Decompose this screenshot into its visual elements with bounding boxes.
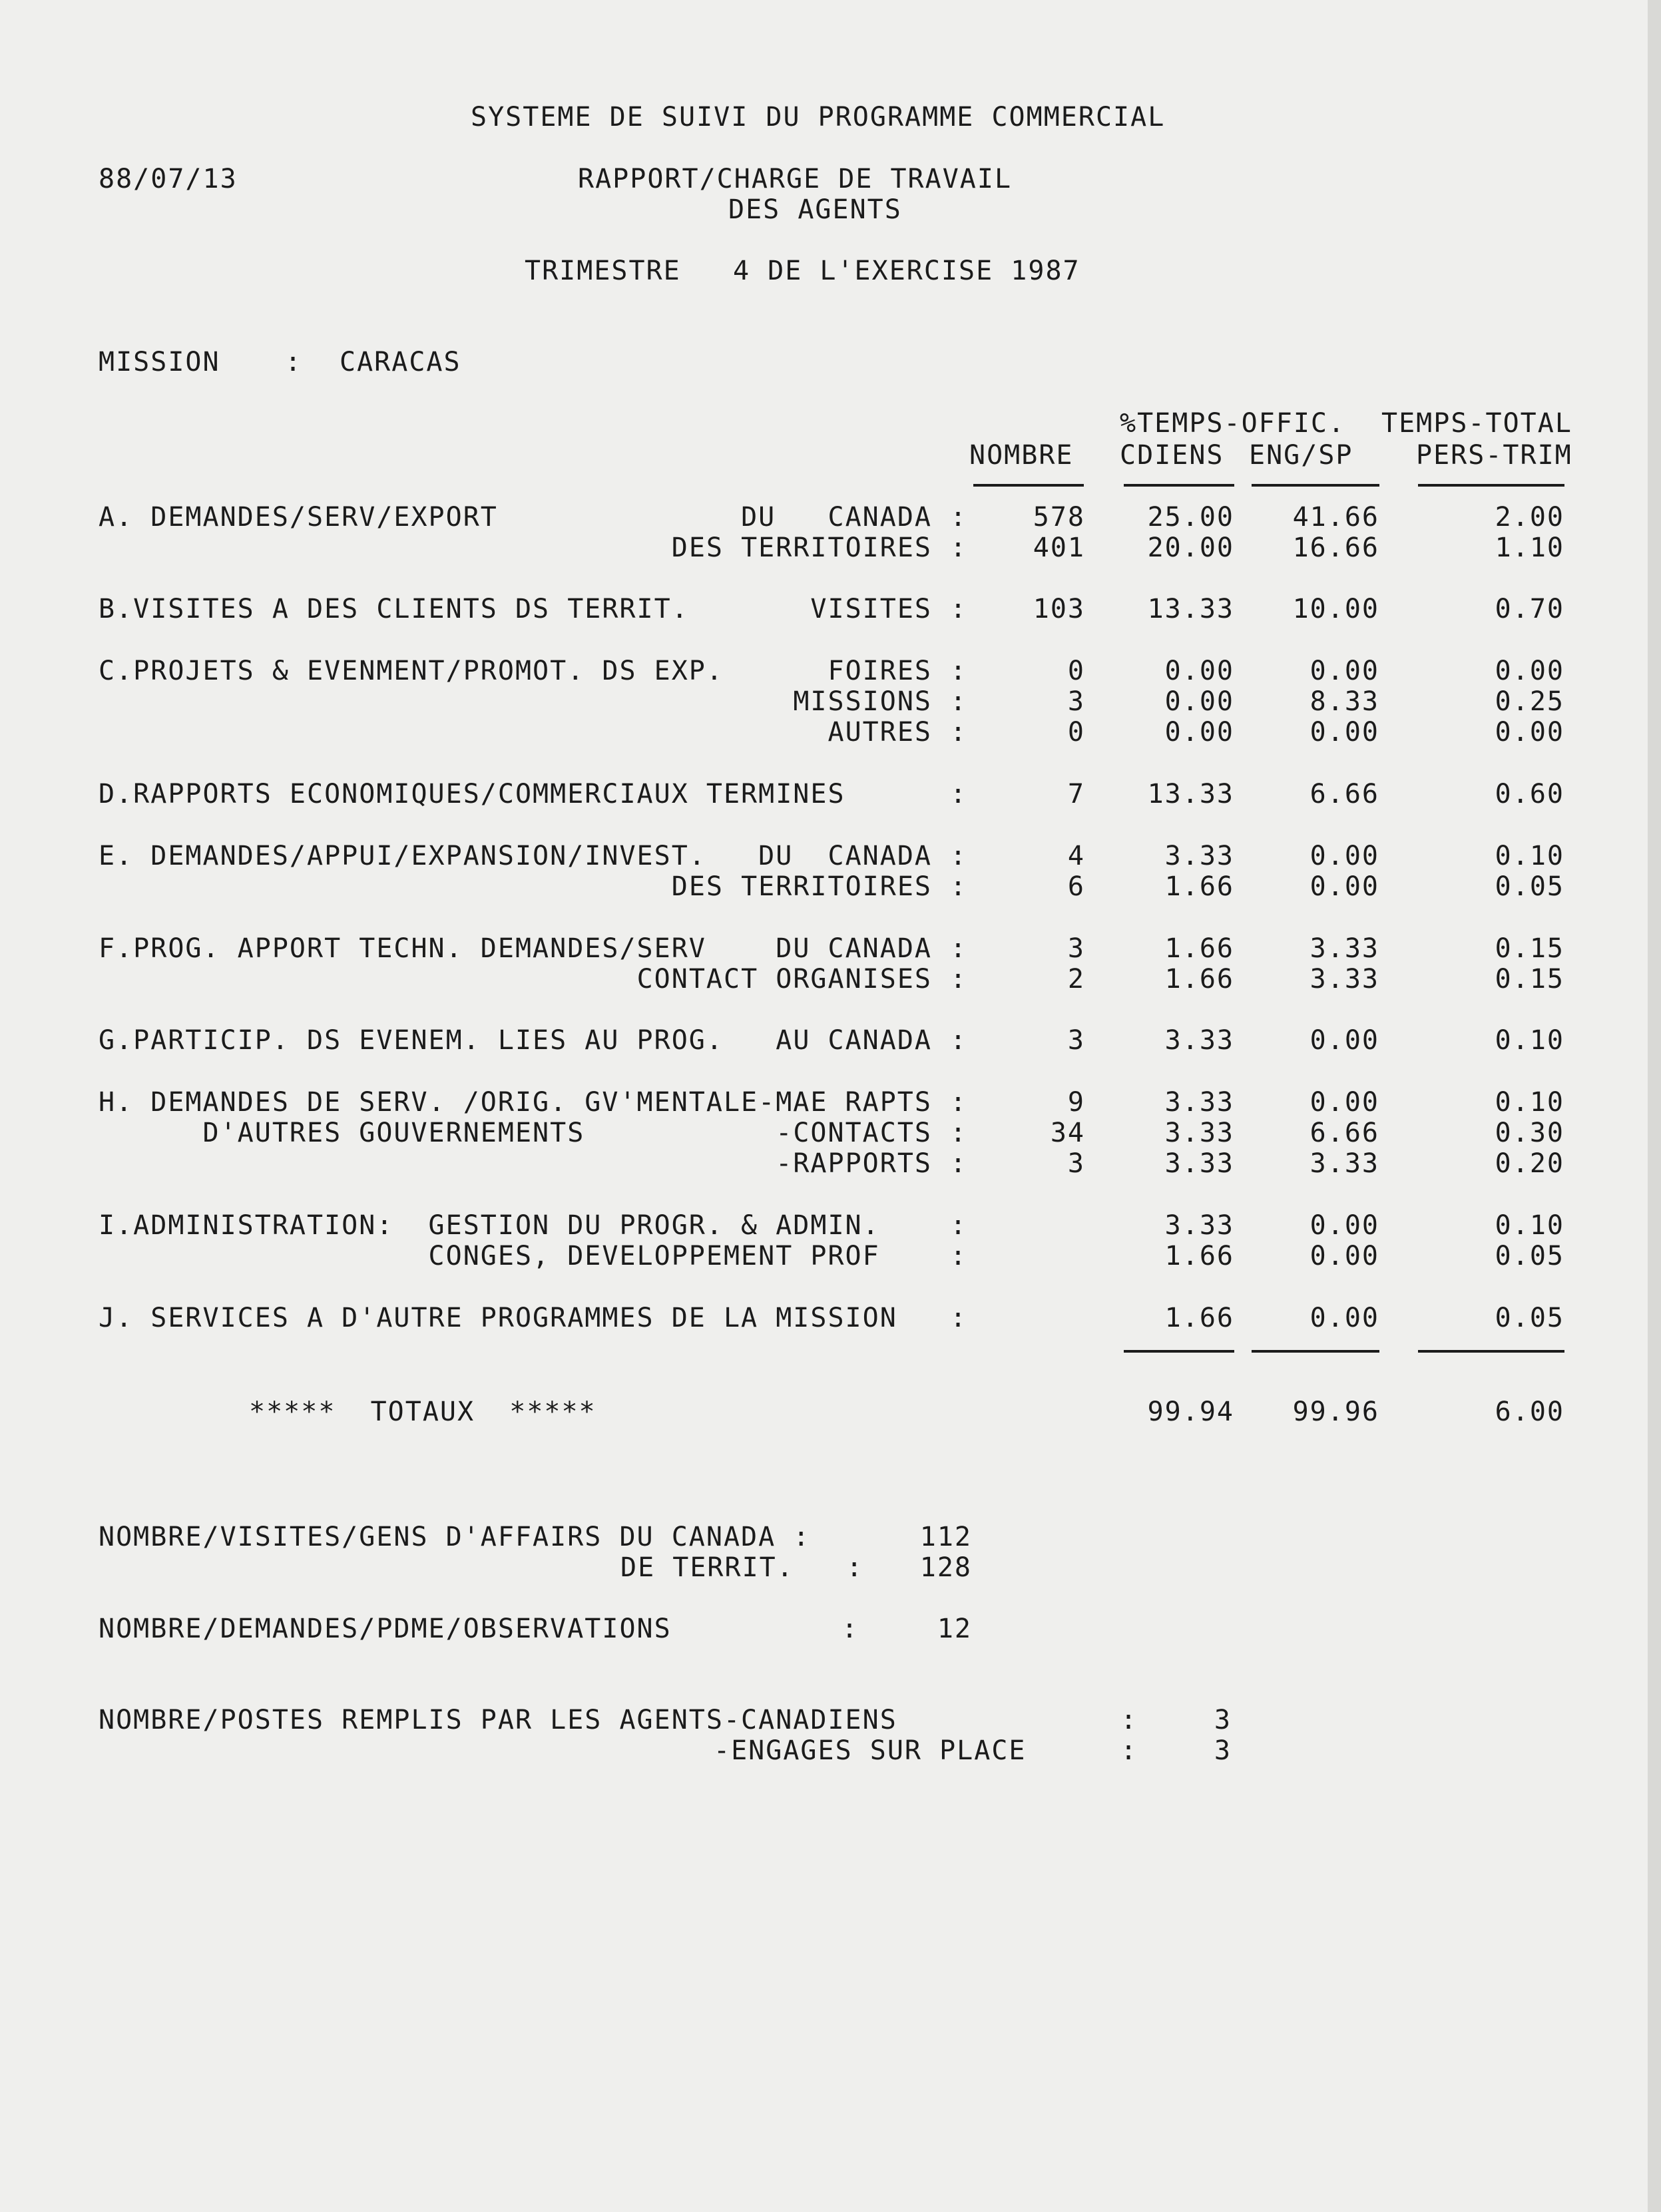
row-label: D.RAPPORTS ECONOMIQUES/COMMERCIAUX TERMINES	[99, 779, 845, 809]
total-pers-trim: 6.00	[1495, 1397, 1564, 1427]
row-sublabel: -CONTACTS	[776, 1118, 932, 1148]
report-subtitle: DES AGENTS	[728, 194, 902, 225]
row-separator: :	[950, 594, 968, 624]
row-sublabel: DU CANADA	[741, 502, 932, 533]
row-separator: :	[950, 533, 968, 563]
row-nombre: 578	[1033, 502, 1085, 533]
row-cdiens: 3.33	[1164, 1025, 1234, 1056]
row-cdiens: 20.00	[1147, 533, 1234, 563]
row-label: D'AUTRES GOUVERNEMENTS	[99, 1118, 585, 1148]
totals-label: ***** TOTAUX *****	[249, 1397, 596, 1427]
row-cdiens: 3.33	[1164, 1087, 1234, 1118]
row-sublabel: MISSIONS	[793, 686, 932, 717]
row-pers-trim: 1.10	[1495, 533, 1564, 563]
row-label: E. DEMANDES/APPUI/EXPANSION/INVEST.	[99, 841, 706, 871]
row-engsp: 0.00	[1309, 656, 1379, 686]
row-sublabel: DU CANADA	[776, 933, 932, 964]
row-nombre: 2	[1067, 964, 1085, 995]
row-label: I.ADMINISTRATION: GESTION DU PROGR. & ADMIN.	[99, 1210, 880, 1241]
totals-rule-pers-trim	[1418, 1350, 1564, 1353]
row-pers-trim: 0.00	[1495, 656, 1564, 686]
row-separator: :	[950, 1118, 968, 1148]
visites-territ-value: 128	[919, 1552, 972, 1583]
row-pers-trim: 0.00	[1495, 717, 1564, 748]
visites-label: NOMBRE/VISITES/GENS D'AFFAIRS DU CANADA :	[99, 1522, 811, 1552]
row-label: CONGES, DEVELOPPEMENT PROF	[99, 1241, 880, 1271]
row-separator: :	[950, 717, 968, 748]
row-nombre: 3	[1067, 686, 1085, 717]
row-pers-trim: 0.70	[1495, 594, 1564, 624]
total-engsp: 99.96	[1292, 1397, 1379, 1427]
row-separator: :	[950, 779, 968, 809]
row-engsp: 8.33	[1309, 686, 1379, 717]
row-engsp: 41.66	[1292, 502, 1379, 533]
row-pers-trim: 0.15	[1495, 933, 1564, 964]
row-separator: :	[950, 656, 968, 686]
engages-separator: :	[1120, 1735, 1138, 1766]
row-sublabel: VISITES	[810, 594, 932, 624]
row-engsp: 6.66	[1309, 779, 1379, 809]
demandes-label: NOMBRE/DEMANDES/PDME/OBSERVATIONS	[99, 1614, 672, 1644]
row-nombre: 0	[1067, 656, 1085, 686]
engages-label: -ENGAGES SUR PLACE	[714, 1735, 1027, 1766]
row-engsp: 3.33	[1309, 1148, 1379, 1179]
row-engsp: 10.00	[1292, 594, 1379, 624]
row-engsp: 16.66	[1292, 533, 1379, 563]
row-pers-trim: 0.20	[1495, 1148, 1564, 1179]
row-cdiens: 0.00	[1164, 686, 1234, 717]
row-pers-trim: 0.15	[1495, 964, 1564, 995]
row-separator: :	[950, 1148, 968, 1179]
row-cdiens: 3.33	[1164, 1210, 1234, 1241]
row-pers-trim: 0.05	[1495, 871, 1564, 902]
row-cdiens: 3.33	[1164, 1118, 1234, 1148]
row-cdiens: 13.33	[1147, 779, 1234, 809]
row-sublabel: DES TERRITOIRES	[671, 533, 932, 563]
row-engsp: 0.00	[1309, 1241, 1379, 1271]
report-title: RAPPORT/CHARGE DE TRAVAIL	[578, 164, 1013, 194]
mission-label: MISSION	[99, 347, 220, 377]
row-engsp: 3.33	[1309, 964, 1379, 995]
row-cdiens: 0.00	[1164, 717, 1234, 748]
visites-canada-value: 112	[919, 1522, 972, 1552]
row-separator: :	[950, 841, 968, 871]
row-sublabel: -RAPPORTS	[776, 1148, 932, 1179]
row-engsp: 0.00	[1309, 841, 1379, 871]
row-label: F.PROG. APPORT TECHN. DEMANDES/SERV	[99, 933, 706, 964]
row-label: C.PROJETS & EVENMENT/PROMOT. DS EXP.	[99, 656, 724, 686]
row-pers-trim: 0.10	[1495, 1210, 1564, 1241]
row-pers-trim: 2.00	[1495, 502, 1564, 533]
mission-value: CARACAS	[340, 347, 461, 377]
row-engsp: 0.00	[1309, 1303, 1379, 1333]
row-separator: :	[950, 871, 968, 902]
row-separator: :	[950, 1087, 968, 1118]
row-nombre: 34	[1050, 1118, 1085, 1148]
row-label: H. DEMANDES DE SERV. /ORIG. GV'MENTALE-MAE RAPTS	[99, 1087, 932, 1118]
system-title: SYSTEME DE SUIVI DU PROGRAMME COMMERCIAL	[471, 102, 1166, 132]
col-header-temps-total: TEMPS-TOTAL	[1381, 408, 1572, 439]
row-nombre: 6	[1067, 871, 1085, 902]
postes-label: NOMBRE/POSTES REMPLIS PAR LES AGENTS-CANADIENS	[99, 1705, 897, 1735]
row-nombre: 3	[1067, 1148, 1085, 1179]
row-separator: :	[950, 502, 968, 533]
row-nombre: 7	[1067, 779, 1085, 809]
demandes-value: 12	[937, 1614, 972, 1644]
row-nombre: 9	[1067, 1087, 1085, 1118]
col-underline-cdiens	[1124, 484, 1234, 487]
col-header-engsp: ENG/SP	[1249, 440, 1353, 471]
row-nombre: 4	[1067, 841, 1085, 871]
row-nombre: 3	[1067, 1025, 1085, 1056]
visites-territ-label: DE TERRIT. :	[620, 1552, 864, 1583]
row-engsp: 0.00	[1309, 871, 1379, 902]
postes-separator: :	[1120, 1705, 1138, 1735]
row-nombre: 401	[1033, 533, 1085, 563]
row-sublabel: FOIRES	[828, 656, 932, 686]
col-underline-nombre	[973, 484, 1084, 487]
row-sublabel: AUTRES	[828, 717, 932, 748]
row-separator: :	[950, 1241, 968, 1271]
row-nombre: 3	[1067, 933, 1085, 964]
row-nombre: 103	[1033, 594, 1085, 624]
row-engsp: 0.00	[1309, 1210, 1379, 1241]
totals-rule-engsp	[1252, 1350, 1379, 1353]
col-header-temps-offic: %TEMPS-OFFIC.	[1120, 408, 1346, 439]
row-cdiens: 3.33	[1164, 841, 1234, 871]
row-label: J. SERVICES A D'AUTRE PROGRAMMES DE LA MISSION	[99, 1303, 897, 1333]
row-sublabel: AU CANADA	[776, 1025, 932, 1056]
row-sublabel: DES TERRITOIRES	[671, 871, 932, 902]
row-cdiens: 3.33	[1164, 1148, 1234, 1179]
row-separator: :	[950, 964, 968, 995]
row-label: A. DEMANDES/SERV/EXPORT	[99, 502, 498, 533]
col-header-pers-trim: PERS-TRIM	[1416, 440, 1572, 471]
row-label: G.PARTICIP. DS EVENEM. LIES AU PROG.	[99, 1025, 724, 1056]
row-cdiens: 1.66	[1164, 1303, 1234, 1333]
col-underline-pers-trim	[1418, 484, 1564, 487]
row-pers-trim: 0.10	[1495, 1087, 1564, 1118]
row-pers-trim: 0.60	[1495, 779, 1564, 809]
engages-value: 3	[1214, 1735, 1232, 1766]
row-pers-trim: 0.10	[1495, 841, 1564, 871]
col-header-cdiens: CDIENS	[1120, 440, 1224, 471]
quarter-line: TRIMESTRE 4 DE L'EXERCISE 1987	[525, 256, 1080, 286]
scan-edge-shadow	[1648, 0, 1661, 2212]
row-engsp: 0.00	[1309, 1025, 1379, 1056]
row-nombre: 0	[1067, 717, 1085, 748]
col-underline-engsp	[1252, 484, 1379, 487]
row-separator: :	[950, 933, 968, 964]
row-pers-trim: 0.30	[1495, 1118, 1564, 1148]
col-header-nombre: NOMBRE	[969, 440, 1074, 471]
mission-separator: :	[285, 347, 303, 377]
row-cdiens: 1.66	[1164, 1241, 1234, 1271]
postes-canadiens-value: 3	[1214, 1705, 1232, 1735]
row-pers-trim: 0.05	[1495, 1303, 1564, 1333]
row-pers-trim: 0.05	[1495, 1241, 1564, 1271]
row-engsp: 6.66	[1309, 1118, 1379, 1148]
total-cdiens: 99.94	[1147, 1397, 1234, 1427]
row-cdiens: 25.00	[1147, 502, 1234, 533]
row-separator: :	[950, 1303, 968, 1333]
row-separator: :	[950, 686, 968, 717]
row-cdiens: 1.66	[1164, 964, 1234, 995]
row-cdiens: 13.33	[1147, 594, 1234, 624]
row-cdiens: 0.00	[1164, 656, 1234, 686]
row-pers-trim: 0.10	[1495, 1025, 1564, 1056]
totals-rule-cdiens	[1124, 1350, 1234, 1353]
row-pers-trim: 0.25	[1495, 686, 1564, 717]
row-separator: :	[950, 1210, 968, 1241]
row-cdiens: 1.66	[1164, 871, 1234, 902]
row-engsp: 3.33	[1309, 933, 1379, 964]
report-date: 88/07/13	[99, 164, 238, 194]
row-engsp: 0.00	[1309, 717, 1379, 748]
row-separator: :	[950, 1025, 968, 1056]
demandes-separator: :	[841, 1614, 859, 1644]
row-cdiens: 1.66	[1164, 933, 1234, 964]
row-label: B.VISITES A DES CLIENTS DS TERRIT.	[99, 594, 689, 624]
row-engsp: 0.00	[1309, 1087, 1379, 1118]
row-sublabel: CONTACT ORGANISES	[636, 964, 932, 995]
row-sublabel: DU CANADA	[758, 841, 932, 871]
